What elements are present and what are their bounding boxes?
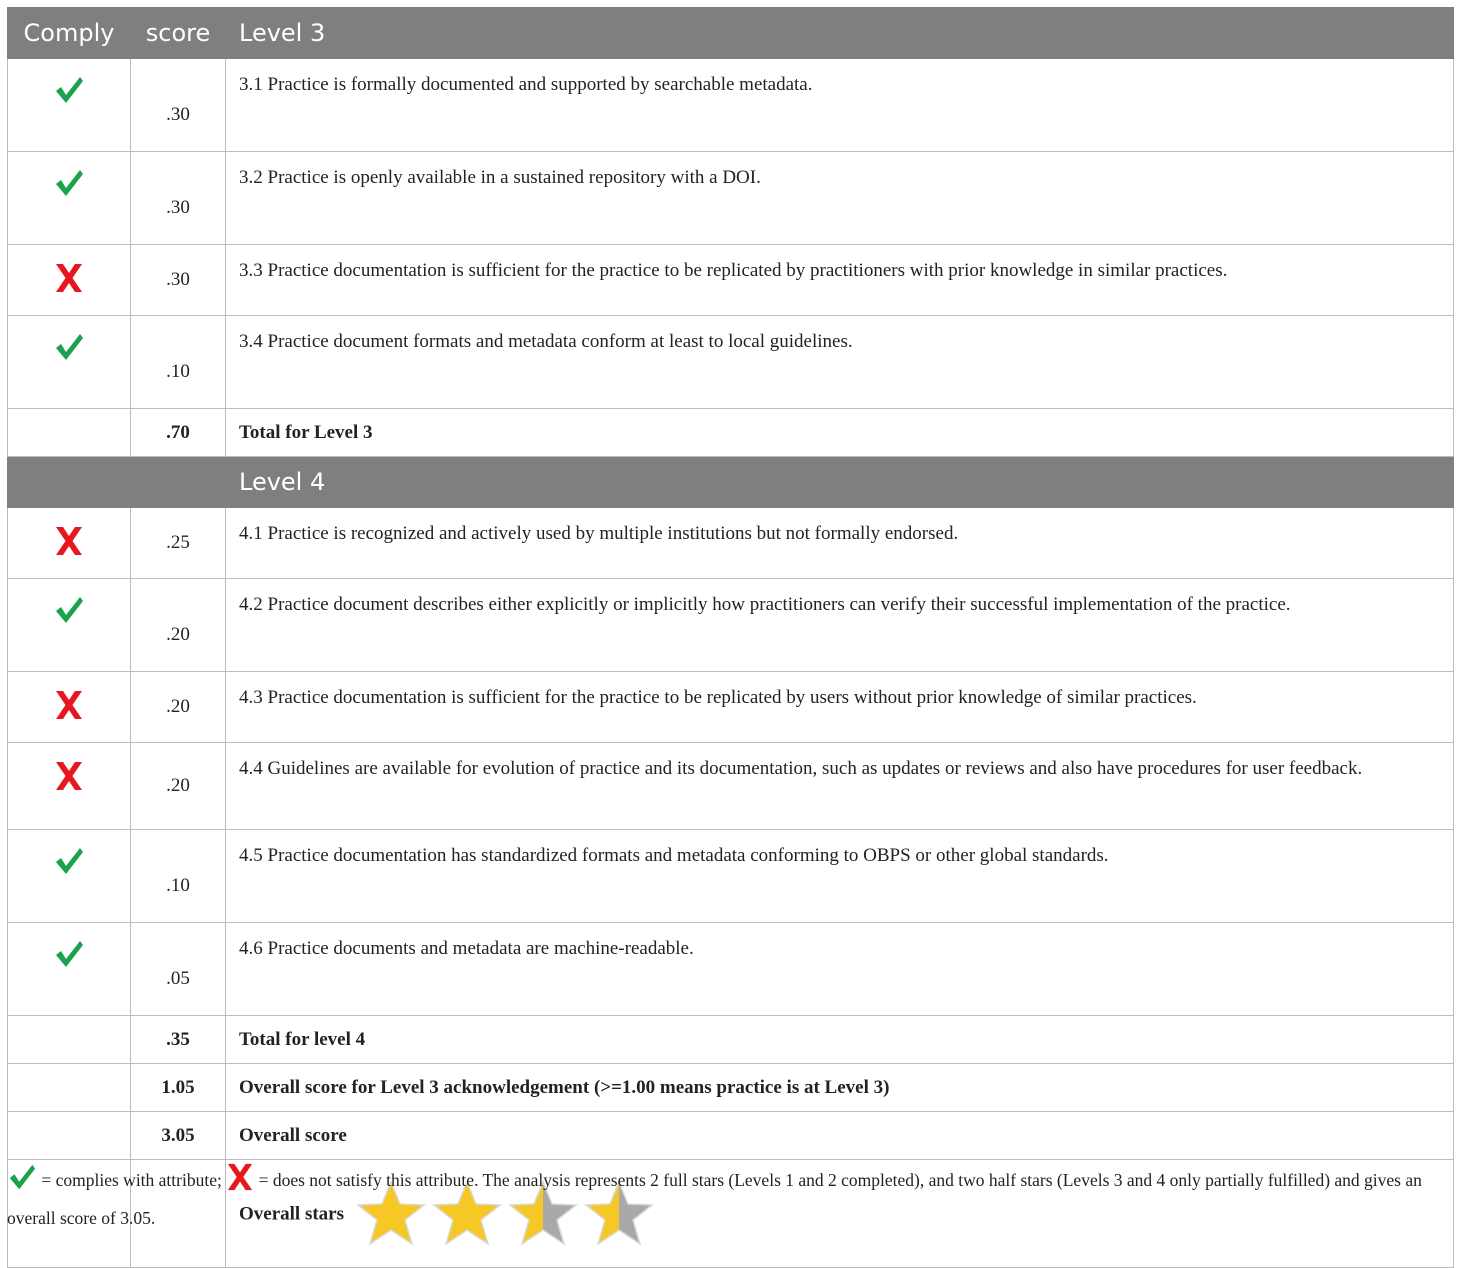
footnote-check-text: = complies with attribute; xyxy=(37,1170,227,1191)
comply-cell xyxy=(8,579,131,672)
comply-cell xyxy=(8,923,131,1016)
empty-cell xyxy=(8,1064,131,1112)
table-row xyxy=(8,59,1454,152)
score-cell: .30 xyxy=(131,245,226,316)
header-row-level3 xyxy=(8,8,1454,59)
attribute-text: 4.6 Practice documents and metadata are machine-readable. xyxy=(226,923,1454,1016)
level3-total-label: Total for Level 3 xyxy=(226,409,1454,457)
table-row xyxy=(8,579,1454,672)
check-icon xyxy=(53,73,85,112)
empty-header-cell xyxy=(131,457,226,508)
acknowledgement-label: Overall score for Level 3 acknowledgement (>=1.00 means practice is at Level 3) xyxy=(226,1064,1454,1112)
attribute-text: 3.3 Practice documentation is sufficient for the practice to be replicated by practitioners with prior knowledge in similar practices. xyxy=(226,245,1454,316)
attribute-text: 4.2 Practice document describes either explicitly or implicitly how practitioners can verify their successful implementation of the practice. xyxy=(226,579,1454,672)
empty-cell xyxy=(8,409,131,457)
level3-header: Level 3 xyxy=(226,8,1454,59)
overall-stars-label: Overall stars xyxy=(239,1203,345,1224)
score-cell: .05 xyxy=(131,923,226,1016)
comply-cell xyxy=(8,316,131,409)
score-cell: .20 xyxy=(131,672,226,743)
table-row xyxy=(8,830,1454,923)
comply-cell xyxy=(8,830,131,923)
score-cell: .30 xyxy=(131,59,226,152)
overall-score-label: Overall score xyxy=(226,1112,1454,1160)
cross-icon xyxy=(54,524,84,563)
check-icon xyxy=(53,937,85,976)
overall-score-value: 3.05 xyxy=(131,1112,226,1160)
check-icon xyxy=(7,1161,37,1203)
table-footnote xyxy=(7,1161,1453,1234)
table-row xyxy=(8,316,1454,409)
acknowledgement-score: 1.05 xyxy=(131,1064,226,1112)
level4-total-score: .35 xyxy=(131,1016,226,1064)
footnote-cross-text: = does not satisfy this attribute. The analysis represents 2 full stars (Levels 1 and 2 completed), and two half stars (Levels 3 and 4 only partially fulfilled) and gives an overall score of 3.05. xyxy=(7,1170,1422,1228)
scoring-table-container xyxy=(7,7,1453,1268)
check-icon xyxy=(53,844,85,883)
attribute-text: 4.1 Practice is recognized and actively used by multiple institutions but not formally endorsed. xyxy=(226,508,1454,579)
score-cell: .10 xyxy=(131,830,226,923)
cross-icon xyxy=(54,688,84,727)
table-row xyxy=(8,508,1454,579)
score-cell: .25 xyxy=(131,508,226,579)
level4-total-row xyxy=(8,1016,1454,1064)
comply-column-header: Comply xyxy=(8,8,131,59)
header-row-level4 xyxy=(8,457,1454,508)
cross-icon xyxy=(226,1161,254,1203)
table-row xyxy=(8,672,1454,743)
score-cell: .10 xyxy=(131,316,226,409)
comply-cell xyxy=(8,59,131,152)
table-row xyxy=(8,152,1454,245)
check-icon xyxy=(53,166,85,205)
score-cell: .30 xyxy=(131,152,226,245)
level4-header: Level 4 xyxy=(226,457,1454,508)
empty-cell xyxy=(8,1112,131,1160)
comply-cell xyxy=(8,672,131,743)
table-row xyxy=(8,923,1454,1016)
level3-total-row xyxy=(8,409,1454,457)
empty-cell xyxy=(8,1016,131,1064)
empty-header-cell xyxy=(8,457,131,508)
check-icon xyxy=(53,330,85,369)
table-row xyxy=(8,245,1454,316)
comply-cell xyxy=(8,152,131,245)
attribute-text: 3.2 Practice is openly available in a sustained repository with a DOI. xyxy=(226,152,1454,245)
cross-icon xyxy=(54,261,84,300)
attribute-text: 4.4 Guidelines are available for evolution of practice and its documentation, such as updates or reviews and also have procedures for user feedback. xyxy=(226,743,1454,830)
attribute-text: 3.4 Practice document formats and metadata conform at least to local guidelines. xyxy=(226,316,1454,409)
scoring-table xyxy=(7,7,1454,1268)
attribute-text: 4.3 Practice documentation is sufficient for the practice to be replicated by users without prior knowledge of similar practices. xyxy=(226,672,1454,743)
comply-cell xyxy=(8,245,131,316)
check-icon xyxy=(53,593,85,632)
score-cell: .20 xyxy=(131,743,226,830)
score-column-header: score xyxy=(131,8,226,59)
comply-cell xyxy=(8,508,131,579)
attribute-text: 3.1 Practice is formally documented and supported by searchable metadata. xyxy=(226,59,1454,152)
comply-cell xyxy=(8,743,131,830)
level4-total-label: Total for level 4 xyxy=(226,1016,1454,1064)
acknowledgement-row xyxy=(8,1064,1454,1112)
level3-total-score: .70 xyxy=(131,409,226,457)
score-cell: .20 xyxy=(131,579,226,672)
cross-icon xyxy=(54,759,84,798)
table-row xyxy=(8,743,1454,830)
attribute-text: 4.5 Practice documentation has standardized formats and metadata conforming to OBPS or other global standards. xyxy=(226,830,1454,923)
overall-score-row xyxy=(8,1112,1454,1160)
